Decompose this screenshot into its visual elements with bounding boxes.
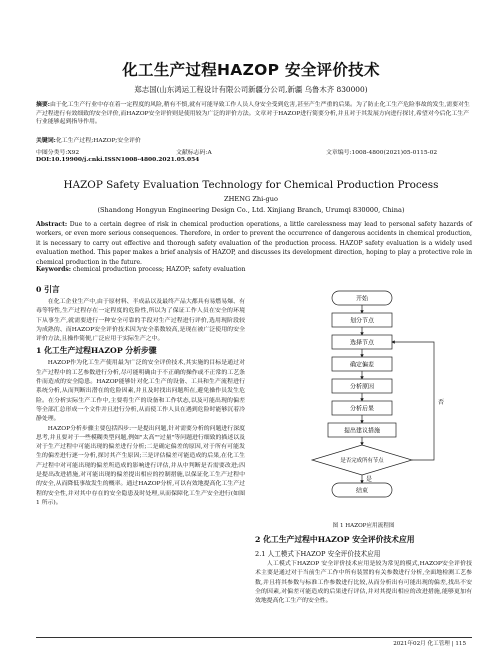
footer-text: 2021年02月 化工管理 | 115 (393, 641, 466, 647)
flow-no-loop (392, 342, 434, 460)
author-affiliation-cn: 郑志国(山东鸿运工程设计有限公司新疆分公司,新疆 乌鲁木齐 830000) (134, 85, 368, 94)
figure-caption: 图 1 HAZOP应用流程图 (332, 523, 395, 529)
abstract-cn (36, 101, 472, 127)
left-column (36, 283, 245, 508)
paper-title-cn: 化工生产过程HAZOP 安全评价技术 (122, 61, 380, 79)
doi: DOI:10.19900/j.cnki.ISSN1008-4800.2021.05.054 (36, 156, 200, 163)
paper-title-en: HAZOP Safety Evaluation Technology for Chemical Production Process (63, 179, 439, 191)
flow-node-consequence: 分析后果 (349, 405, 375, 413)
flow-no-label: 否 (438, 399, 445, 406)
section-0-paragraph: 在化工企业生产中,由于原材料、半成品以及最终产品大都具有易燃易爆、有毒等特性,生产过程存在一定程度的危险性,所以为了保证工作人员在安全的环境下从事生产,就需要进行一种安全可靠的手段对生产过程进行评价,选用现阶段较为成熟的、而HAZOP安全评价技术因为安全系数较高,是现在被广泛使用的安全评价方法,且操作简便,广泛应用于实际生产之中。 (36, 299, 245, 343)
flow-node-start: 开始 (355, 295, 369, 303)
section-2-heading: 2 化工生产过程中HAZOP 安全评价技术应用 (255, 535, 415, 544)
abstract-en-label: Abstract: (36, 221, 68, 228)
keywords-en-label: Keywords: (36, 266, 72, 273)
section-1-paragraph-1: HAZOP作为化工生产使用最为广泛的安全评价技术,其实施的目标是通过对生产过程中的工艺参数进行分析,尽可能明确由于不正确的操作或不正常的工艺条件而造成的安全隐患。HAZOP能够针对化工生产的设备、工具和生产流程进行系统分析,从而判断出潜在的危险因素,并且及时找出问题所在,避免操作员发生危险。在分析实际生产工作中,主要将生产的设备和工作状态,以及可能出现的偏差等全部汇总形成一个文件并且进行分析,从而使工作人员在遇到危险时能够沉着冷静处理。 (36, 360, 245, 423)
abstract-en (36, 220, 472, 267)
section-2-1-paragraph: 人工模式下HAZOP 安全评价技术应用是较为常见的模式,HAZOP安全评价技术主要是通过对于当前生产工作中所有装置的有关参数进行分析,全面地检测工艺参数,并且将其参数与标准工作参数进行比较,从而分析出有可能出现的偏差,找出不安全的因素,对偏差可能造成的后果进行评估,并对其提出相应的改进措施,能够更加有效地提高化工生产的安全性。 (255, 561, 472, 605)
document-code: 文献标志码:A (176, 150, 212, 156)
hazop-flowchart (262, 289, 462, 507)
keywords-en (36, 266, 472, 273)
clc-number: 中图分类号:X92 (36, 150, 80, 156)
section-1-paragraph-2: HAZOP分析步骤主要包括四步:一是提出问题,针对需要分析的问题进行深度思考,并且要对于一些模糊类型问题,例如"太高""过量"等问题进行细致的描述以及对于生产过程中可能出现的偏差进行分析;二是确定偏差的原因,对于所有可能发生的偏差进行逐一分析,探讨其产生原因;三是评估偏差可能造成的后果,在化工生产过程中对可能出现的偏差所造成的影响进行评估,并从中判断是否需要改进;四是提出改进措施,对可能出现的偏差提出相应的控制措施,以保证化工生产过程中的安全,从而降低事故发生的概率。通过HAZOP分析,可以有效地提高化工生产过程的安全性,并对其中存在的安全隐患及时处理,从而保障化工生产安全进行(如图 1 所示)。 (36, 425, 245, 506)
affiliation-en: (Shandong Hongyun Engineering Design Co., Ltd. Xinjiang Branch, Urumqi 830000, China) (97, 206, 405, 214)
section-1-heading: 1 化工生产过程HAZOP 分析步骤 (36, 346, 157, 356)
page-footer (36, 637, 472, 647)
abstract-cn-label: 摘要: (36, 101, 50, 108)
abstract-cn-text: 由于化工生产行业中存在着一定程度的风险,稍有不慎,就有可能导致工作人员人身安全受到危害,甚至产生严重的后果。为了防止化工生产危险事故的发生,需要对生产过程进行有效细致的安全评价,而HAZOP安全评价则是使用较为广泛的评价方法。文章对于HAZOP进行简要分析,并且对于其发展方向进行探讨,希望对今后化工生产行业能够起到指导作用。 (36, 102, 470, 126)
article-number: 文章编号:1008-4800(2021)05-0115-02 (326, 150, 438, 156)
keywords-cn (36, 137, 472, 146)
keywords-cn-text: 化工生产过程;HAZOP;安全评价 (55, 138, 141, 144)
keywords-en-text: chemical production process; HAZOP; safety evaluation (72, 266, 246, 273)
section-2-1-heading: 2.1 人工模式下HAZOP 安全评价技术应用 (255, 550, 381, 558)
right-column-text (255, 533, 472, 606)
flow-node-end: 结束 (355, 487, 369, 495)
section-0-heading: 0 引言 (36, 285, 60, 294)
flow-node-measures: 提出建议措施 (343, 427, 381, 435)
flow-node-cause: 分析原因 (349, 383, 375, 391)
footer-rule (36, 637, 472, 638)
keywords-cn-label: 关键词: (36, 137, 56, 144)
flow-node-select: 选择节点 (349, 339, 375, 347)
flow-node-deviation: 确定偏差 (349, 361, 375, 369)
flow-yes-label: 是 (366, 476, 373, 483)
author-en: ZHENG Zhi-guo (224, 195, 278, 203)
abstract-en-text: Due to a certain degree of risk in chemical production operations, a little carelessness may lead to personal safety hazards of workers, or even more serious consequences. Therefore, in order to prevent the occurrence of dangerous accidents in chemical production, it is necessary to carry out effective and thorough safety evaluation of the production process. HAZOP safety evaluation is a widely used evaluation method. This paper makes a brief analysis of HAZOP, and discusses its development direction, hoping to play a protective role in chemical production in the future. (36, 221, 473, 266)
flow-node-decision: 是否完成所有节点 (340, 458, 384, 464)
flowchart-svg (262, 289, 462, 499)
flow-node-divide: 划分节点 (349, 317, 375, 325)
